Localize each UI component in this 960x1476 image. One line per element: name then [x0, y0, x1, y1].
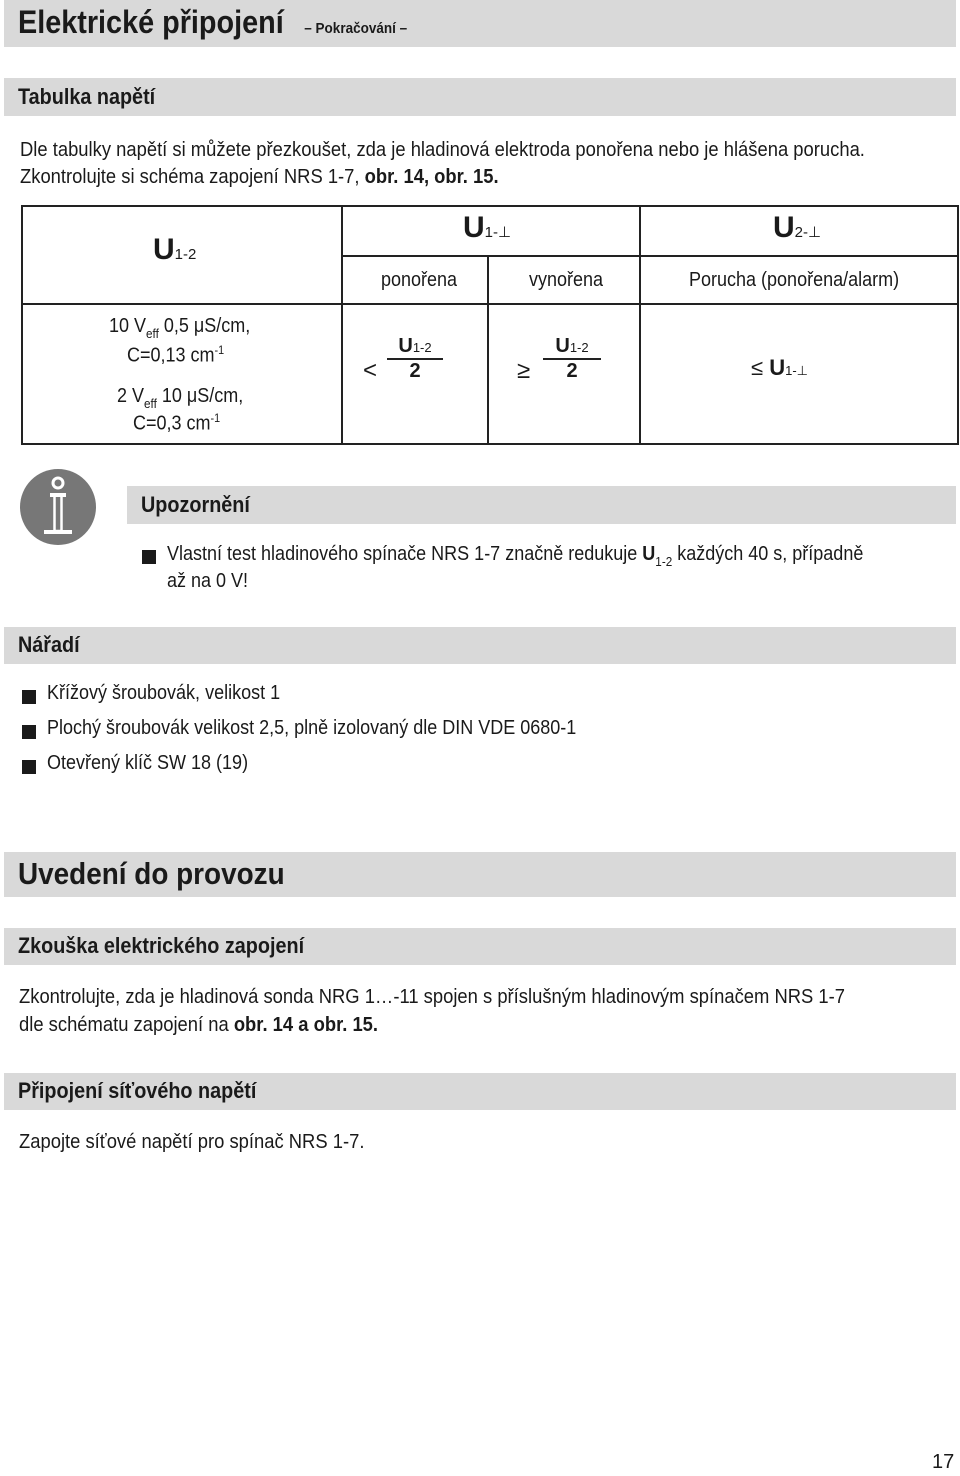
continued-label: – Pokračování – [304, 20, 408, 37]
cond1-c: C=0,13 cm [127, 344, 215, 367]
head-u1g-sub: 1-⊥ [484, 224, 512, 241]
bullet [22, 725, 36, 739]
frac-num-sym: U [398, 335, 413, 357]
power-text: Zapojte síťové napětí pro spínač NRS 1-7. [19, 1131, 365, 1153]
notice-heading: Upozornění [141, 492, 250, 517]
intro-line-2 [20, 163, 499, 191]
cond2-b: 10 μS/cm, [156, 385, 244, 407]
condition-2-line-1 [117, 385, 243, 411]
cond2-exp: -1 [210, 411, 221, 425]
page-title-text: Elektrické připojení [18, 4, 284, 40]
less-than-sign: < [363, 357, 378, 384]
fraction-emerged [543, 335, 601, 383]
section-heading-power: Připojení síťového napětí [18, 1078, 257, 1103]
check-line-2-text: dle schématu zapojení na [19, 1014, 234, 1036]
submerged-value-cell [342, 304, 488, 444]
cond2-c: C=0,3 cm [133, 412, 211, 435]
frac-den: 2 [387, 358, 443, 383]
head-u12-symbol: U [153, 233, 175, 266]
bullet [22, 690, 36, 704]
cond1-b: 0,5 μS/cm, [158, 315, 251, 337]
info-icon [20, 469, 96, 545]
conditions-cell [22, 304, 342, 444]
section-band-tools [4, 627, 956, 664]
subhead-fault [640, 256, 958, 304]
subhead-fault-text: Porucha (ponořena/alarm) [689, 269, 900, 291]
check-line-2 [19, 1011, 378, 1039]
cond2-sub: eff [144, 396, 157, 411]
head-cell-u2-ground [640, 206, 958, 256]
intro-line-2-text: Zkontrolujte si schéma zapojení NRS 1-7, [20, 166, 365, 188]
cond1-a: 10 V [109, 315, 147, 337]
voltage-table [21, 205, 959, 445]
notice-u-symbol: U [642, 543, 656, 565]
greater-equal-sign: ≥ [517, 357, 531, 384]
subhead-emerged [488, 256, 640, 304]
subhead-emerged-text: vynořena [529, 269, 604, 291]
condition-2-line-2 [133, 411, 220, 436]
fault-value-symbol: U [769, 355, 786, 380]
page-number: 17 [932, 1451, 955, 1473]
condition-1-line-1 [109, 315, 250, 341]
cond1-exp: -1 [214, 343, 225, 357]
notice-text-a: Vlastní test hladinového spínače NRS 1-7 značně redukuje [167, 543, 643, 565]
cond2-a: 2 V [117, 385, 145, 407]
check-line-1: Zkontrolujte, zda je hladinová sonda NRG 1…-11 spojen s příslušným hladinovým spínačem NRS 1-7 [19, 986, 846, 1008]
notice-text-b: každých 40 s, případně [672, 543, 864, 565]
page-title [18, 4, 407, 41]
intro-line-1: Dle tabulky napětí si můžete přezkoušet, zda je hladinová elektroda ponořena nebo je hlášena porucha. [20, 139, 865, 161]
notice-text-line-2: až na 0 V! [167, 570, 249, 592]
section-heading-check: Zkouška elektrického zapojení [18, 933, 305, 958]
bullet [22, 760, 36, 774]
fault-value-sub: 1-⊥ [785, 363, 808, 378]
fraction-submerged [387, 335, 443, 383]
notice-text-line-1 [167, 543, 863, 569]
notice-u-sub: 1-2 [655, 554, 673, 569]
head-u2g-sub: 2-⊥ [794, 224, 822, 241]
tool-item-3-text: Otevřený klíč SW 18 (19) [47, 752, 249, 774]
section-title-commissioning: Uvedení do provozu [18, 856, 285, 891]
cond1-sub: eff [146, 326, 159, 341]
section-heading-tools: Nářadí [18, 632, 80, 657]
tool-item-1-text: Křížový šroubovák, velikost 1 [47, 682, 281, 704]
intro-figure-ref: obr. 14, obr. 15. [364, 166, 499, 188]
condition-1-line-2 [127, 343, 224, 368]
frac2-num-sym: U [555, 335, 570, 357]
frac-num-sub: 1-2 [412, 340, 432, 355]
frac2-num-sub: 1-2 [569, 340, 589, 355]
subhead-submerged [342, 256, 488, 304]
section-heading-voltage-table: Tabulka napětí [18, 84, 156, 109]
head-u2g-symbol: U [773, 211, 795, 244]
notice-band [127, 486, 956, 524]
head-cell-u1-ground [342, 206, 640, 256]
fault-value-cell [640, 304, 958, 444]
tool-item-2-text: Plochý šroubovák velikost 2,5, plně izolovaný dle DIN VDE 0680-1 [47, 717, 577, 739]
fault-value [751, 355, 808, 381]
emerged-value-cell [488, 304, 640, 444]
notice-bullet [142, 550, 156, 569]
less-equal-sign: ≤ [751, 355, 764, 380]
head-cell-u12 [22, 206, 342, 304]
head-u1g-symbol: U [463, 211, 485, 244]
head-u12-sub: 1-2 [174, 246, 197, 263]
subhead-submerged-text: ponořena [381, 269, 458, 291]
check-figure-ref: obr. 14 a obr. 15. [233, 1014, 379, 1036]
frac2-den: 2 [543, 358, 601, 383]
